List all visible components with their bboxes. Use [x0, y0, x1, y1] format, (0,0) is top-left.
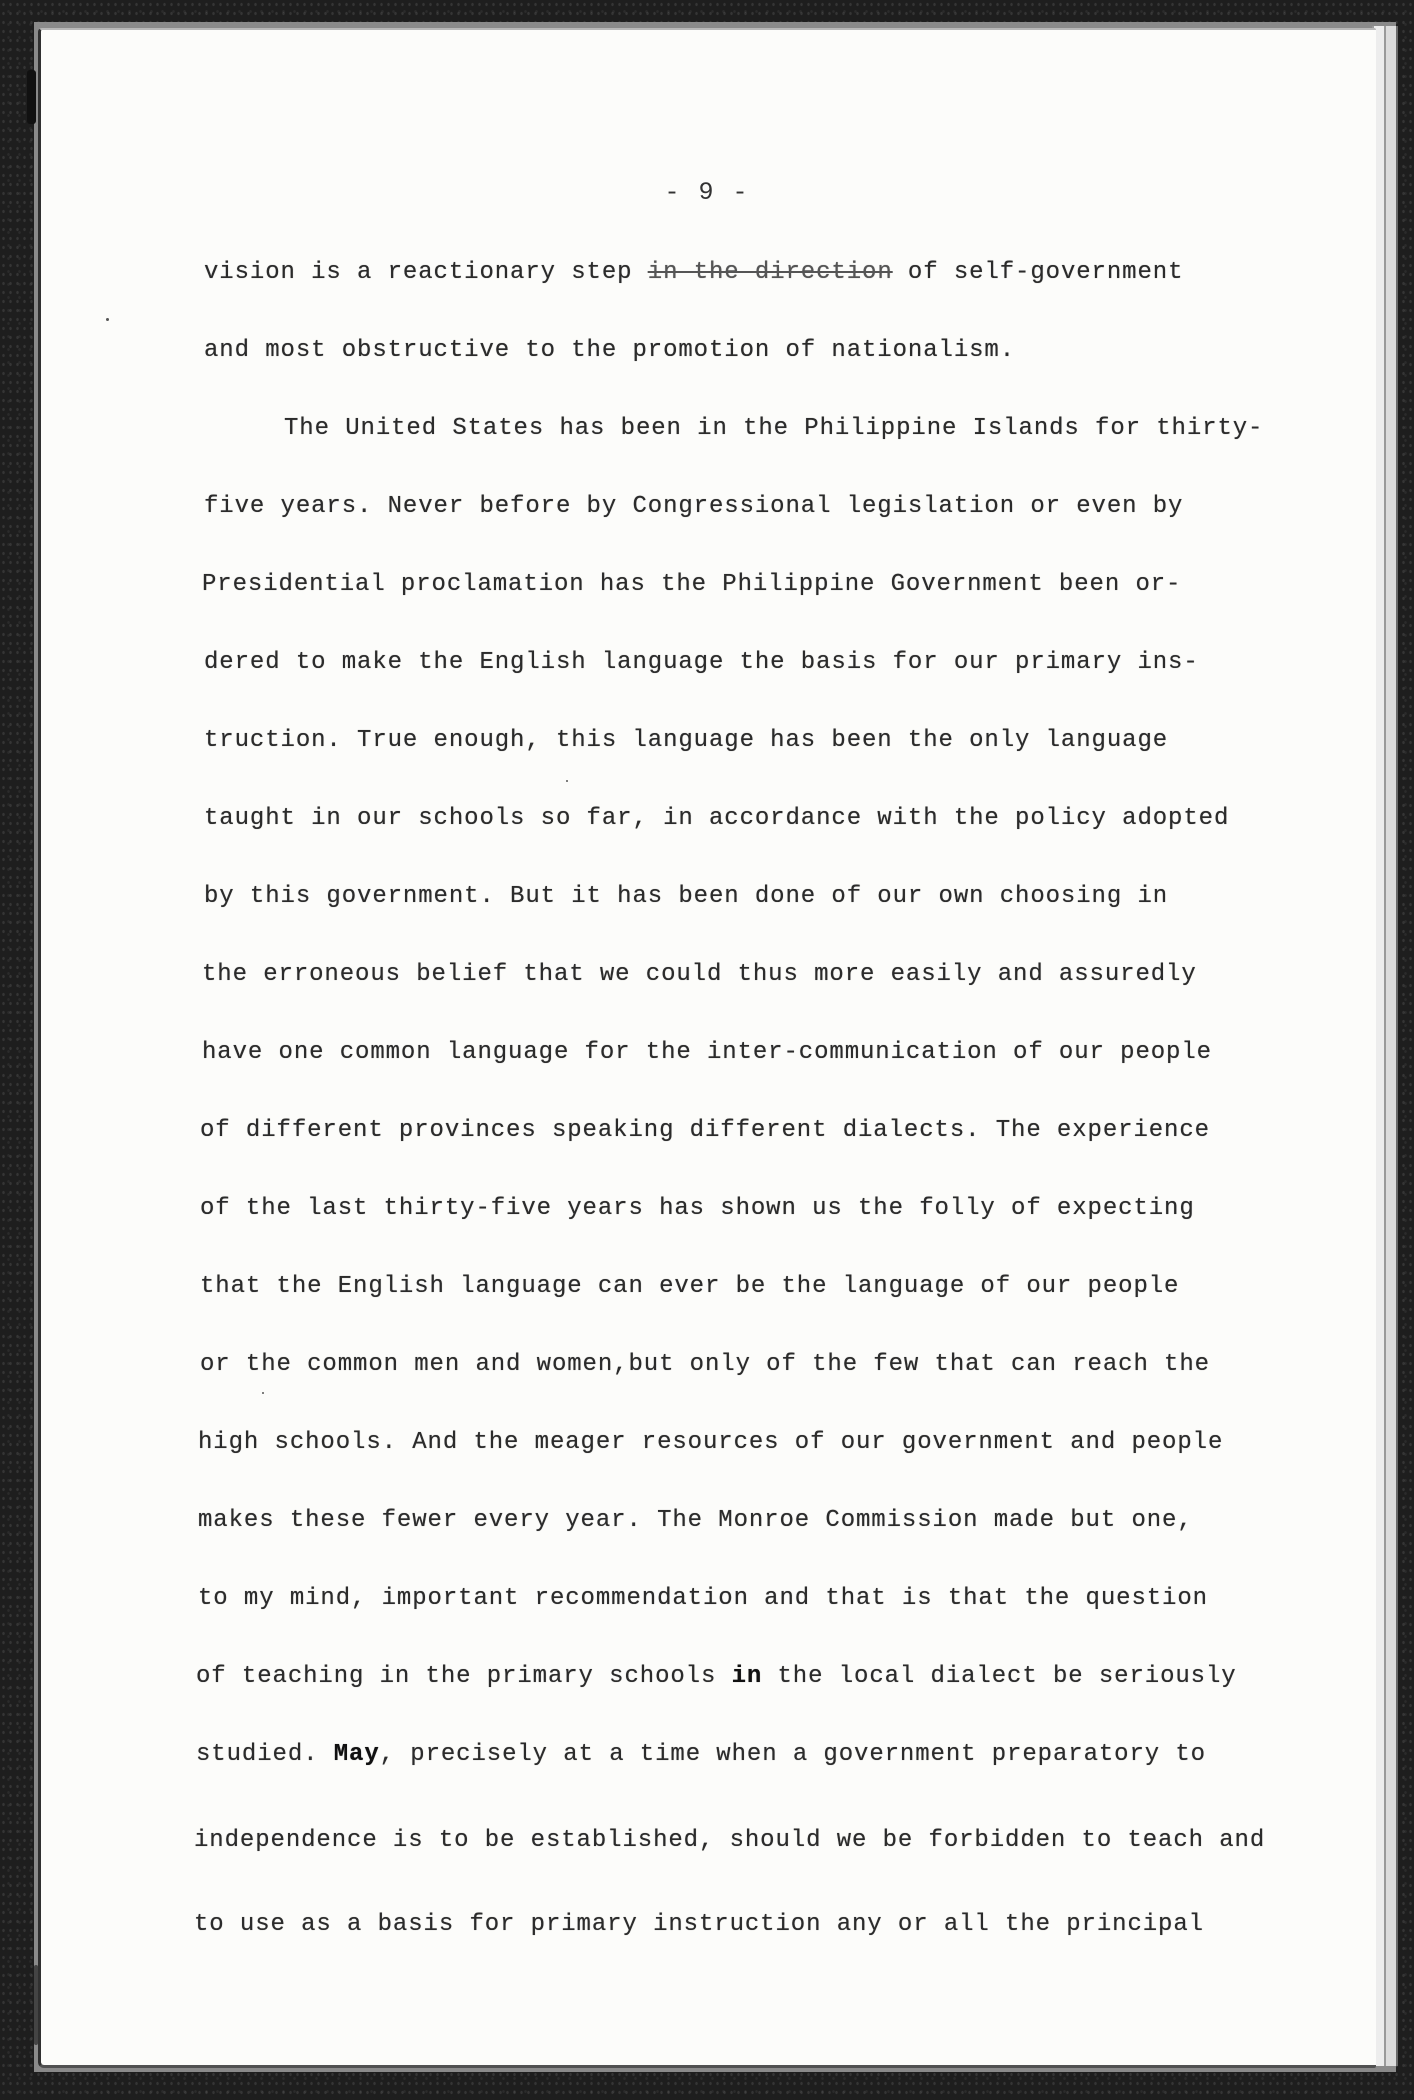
text-line: to my mind, important recommendation and that is that the question	[198, 1585, 1208, 1612]
text-line: dered to make the English language the basis for our primary ins-	[204, 649, 1199, 676]
text-line	[204, 258, 1183, 288]
text-segment: the local dialect be seriously	[762, 1663, 1237, 1690]
overtyped-text: May	[333, 1741, 380, 1768]
text-line: of the last thirty-five years has shown us the folly of expecting	[200, 1195, 1195, 1222]
binding-edge-mark	[34, 1965, 38, 2045]
text-line: taught in our schools so far, in accordance with the policy adopted	[204, 805, 1230, 832]
text-line: five years. Never before by Congressional legislation or even by	[204, 493, 1184, 520]
text-line: of different provinces speaking different dialects. The experience	[200, 1117, 1210, 1144]
text-line: or the common men and women,but only of the few that can reach the	[200, 1351, 1210, 1378]
text-line: Presidential proclamation has the Philippine Government been or-	[202, 571, 1182, 598]
text-line: to use as a basis for primary instruction any or all the principal	[194, 1911, 1204, 1938]
text-segment: vision is a reactionary step	[204, 259, 648, 286]
text-line: makes these fewer every year. The Monroe Commission made but one,	[198, 1507, 1193, 1534]
text-segment: studied.	[196, 1741, 334, 1768]
underlying-sheet-edge-2	[1384, 26, 1398, 2066]
page-number: - 9 -	[664, 178, 750, 207]
text-line: have one common language for the inter-communication of our people	[202, 1039, 1212, 1066]
text-line: and most obstructive to the promotion of nationalism.	[204, 337, 1016, 364]
overtyped-text: in	[731, 1663, 763, 1690]
paragraph-first-line: The United States has been in the Philippine Islands for thirty-	[284, 415, 1264, 442]
text-line: the erroneous belief that we could thus more easily and assuredly	[202, 961, 1197, 988]
paper-speck	[566, 780, 568, 782]
text-line	[196, 1662, 1237, 1692]
paper-speck	[106, 318, 109, 321]
text-line: truction. True enough, this language has been the only language	[204, 727, 1169, 754]
struck-out-text: in the direction	[647, 259, 893, 286]
text-line	[196, 1740, 1206, 1770]
binding-clip-mark	[27, 70, 36, 124]
text-segment: of self-government	[892, 259, 1184, 286]
text-line: that the English language can ever be the language of our people	[200, 1273, 1180, 1300]
text-line: independence is to be established, should we be forbidden to teach and	[194, 1827, 1266, 1854]
text-segment: , precisely at a time when a government preparatory to	[379, 1741, 1206, 1768]
text-line: by this government. But it has been done of our own choosing in	[204, 883, 1169, 910]
text-segment: of teaching in the primary schools	[196, 1663, 732, 1690]
text-line: high schools. And the meager resources of our government and people	[198, 1429, 1224, 1456]
paper-speck	[262, 1392, 264, 1394]
